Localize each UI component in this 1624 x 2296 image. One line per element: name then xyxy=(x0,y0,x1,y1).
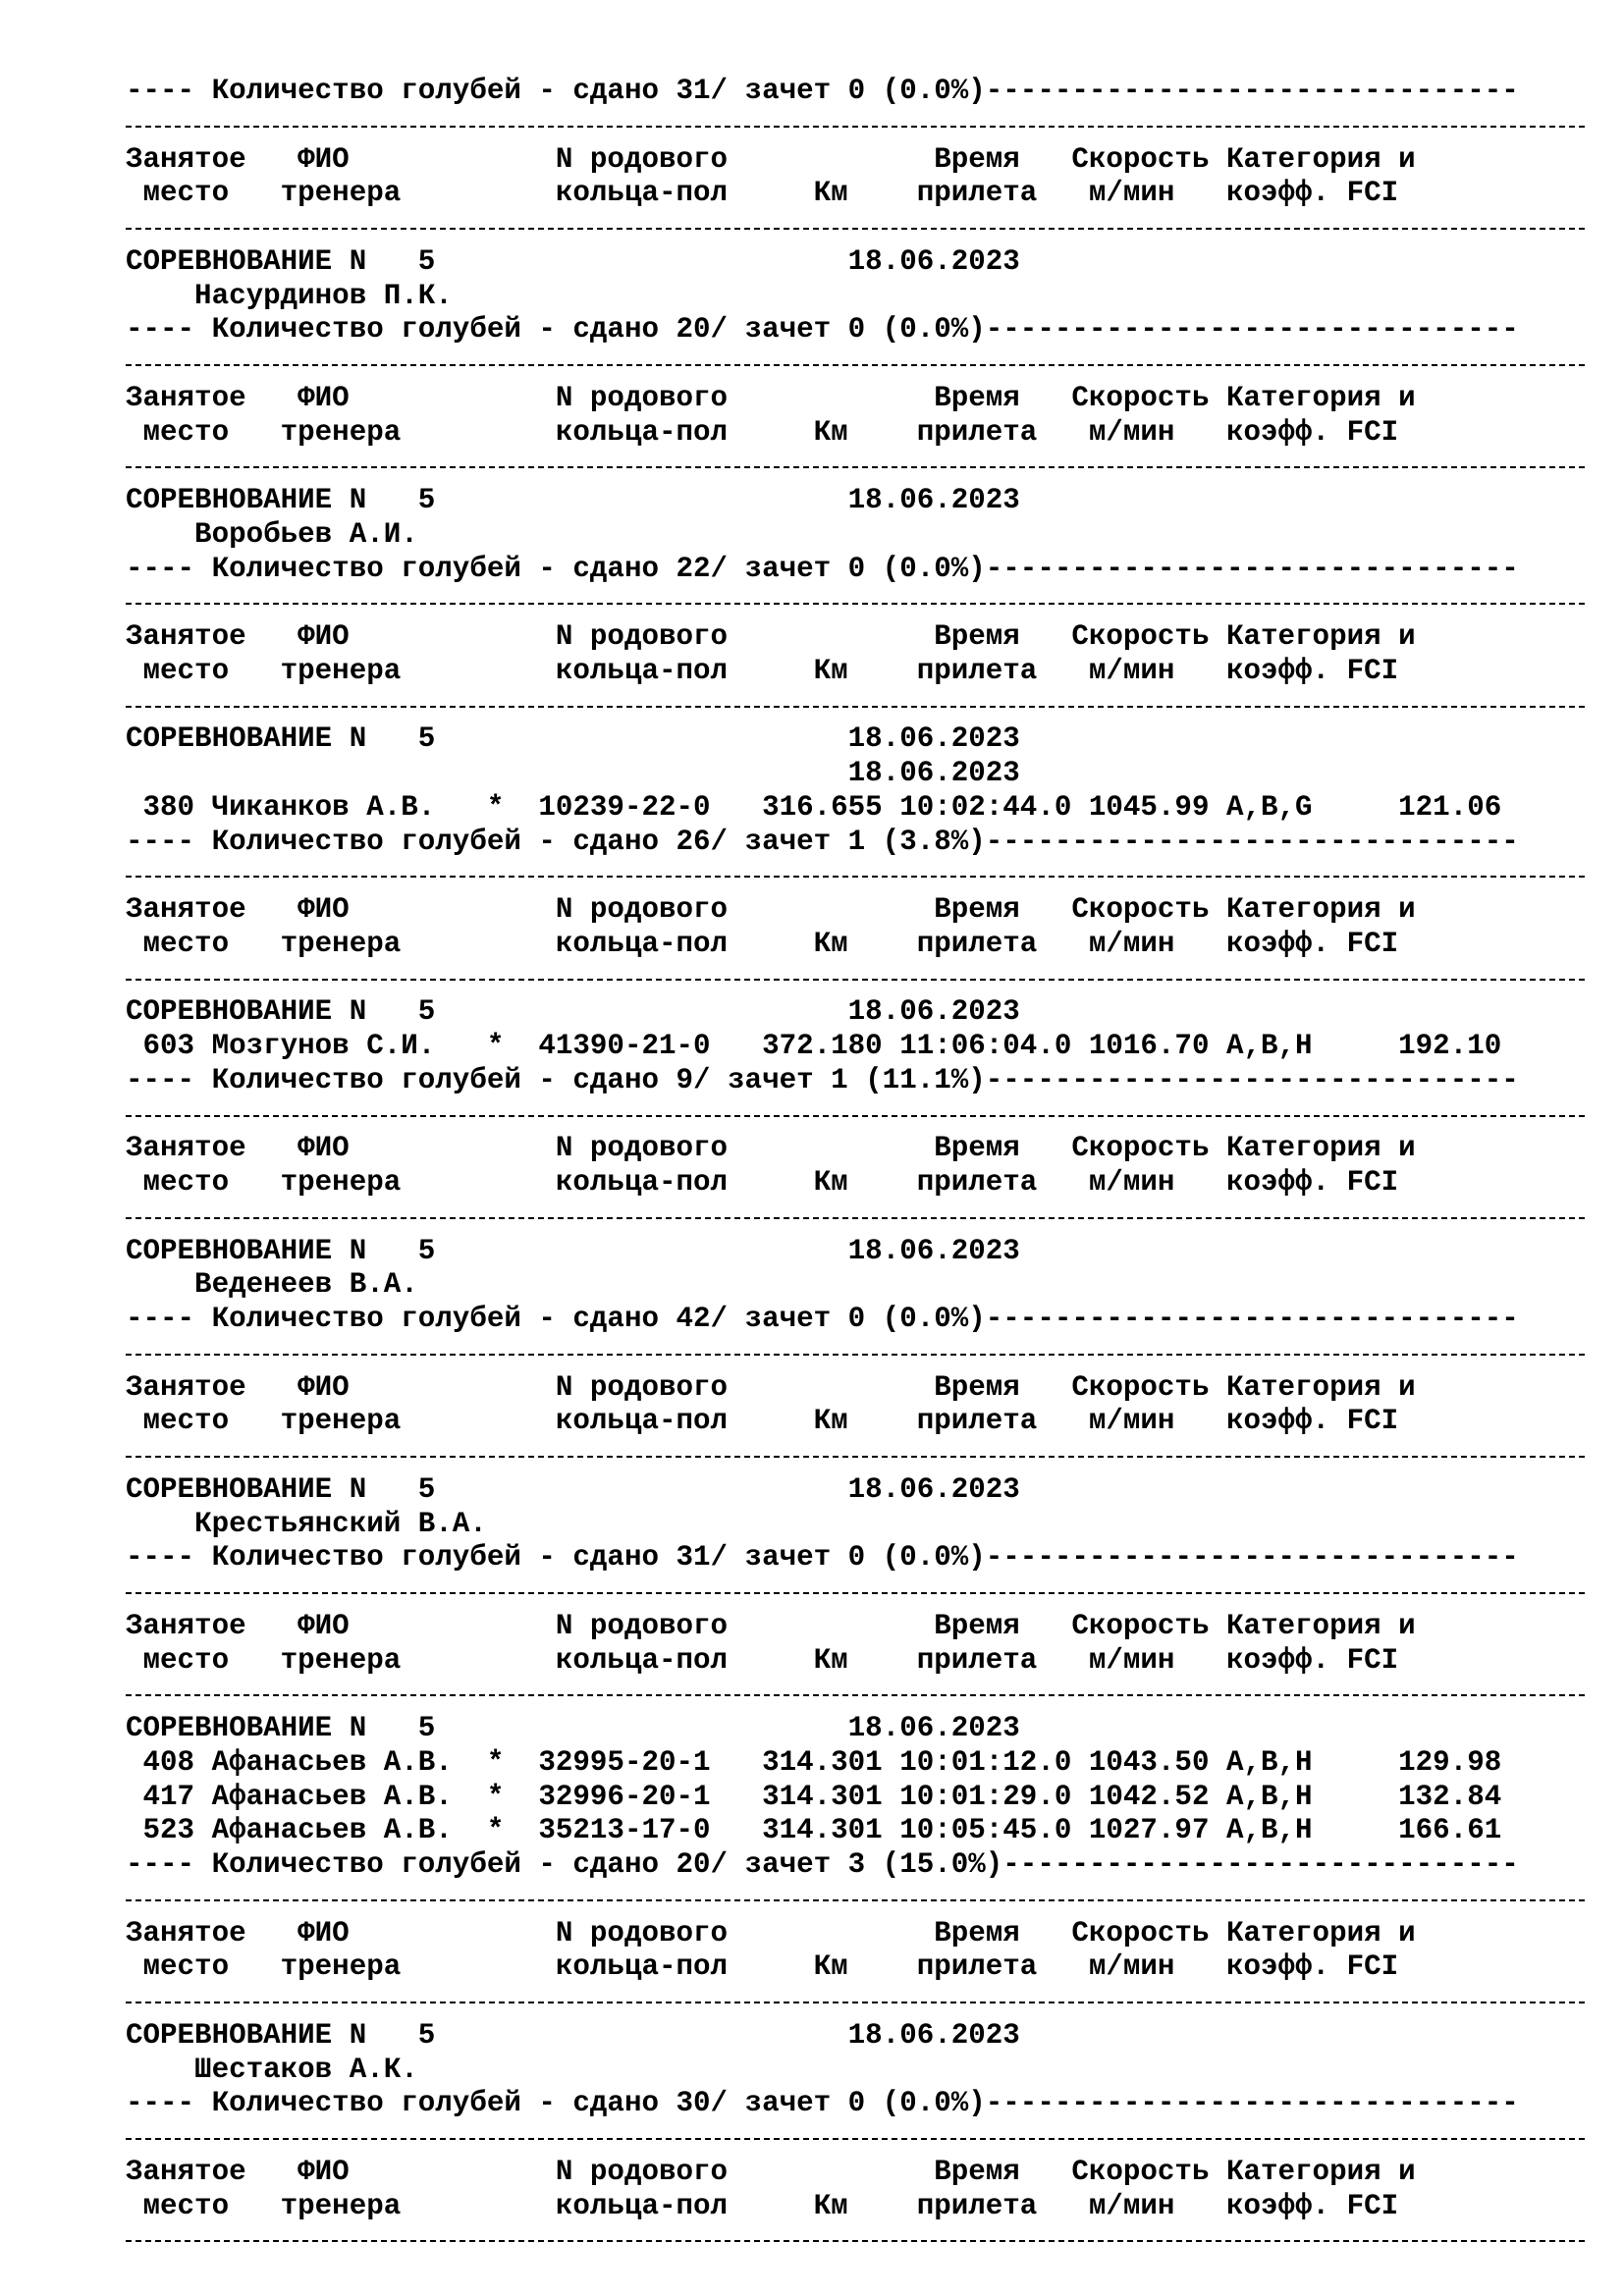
pigeon-count-line: ---- Количество голубей - сдано 31/ зачет 0 (0.0%)------------------------------- xyxy=(126,75,1519,107)
table-header-row-1: Занятое ФИО N родового Время Скорость Категория и xyxy=(126,381,1416,414)
count-line-dashes: ------------------------------- xyxy=(985,1303,1519,1335)
competition-line: СОРЕВНОВАНИЕ N 5 18.06.2023 xyxy=(126,244,1020,278)
pigeon-count-line: ---- Количество голубей - сдано 42/ зачет 0 (0.0%)------------------------------- xyxy=(126,1303,1519,1335)
dashed-separator xyxy=(126,1985,1598,2019)
table-header-row-1: Занятое ФИО N родового Время Скорость Категория и xyxy=(126,893,1416,926)
results-sheet xyxy=(126,75,1598,2258)
competition-line: СОРЕВНОВАНИЕ N 5 18.06.2023 xyxy=(126,1472,1020,1506)
count-line-dashes: ------------------------------ xyxy=(1002,1848,1519,1881)
trainer-name: Насурдинов П.К. xyxy=(126,279,453,312)
competition-line: СОРЕВНОВАНИЕ N 5 18.06.2023 xyxy=(126,484,1020,516)
table-header-row-1: Занятое ФИО N родового Время Скорость Категория и xyxy=(126,1916,1416,1949)
table-header-row-1: Занятое ФИО N родового Время Скорость Категория и xyxy=(126,2155,1416,2188)
competition-line: СОРЕВНОВАНИЕ N 5 18.06.2023 xyxy=(126,2018,1020,2052)
competition-date-line: 18.06.2023 xyxy=(126,757,1020,789)
count-line-dashes: ------------------------------- xyxy=(985,1063,1519,1096)
pigeon-count-line: ---- Количество голубей - сдано 31/ зачет 0 (0.0%)------------------------------- xyxy=(126,1541,1519,1575)
table-header-row-1: Занятое ФИО N родового Время Скорость Категория и xyxy=(126,1132,1416,1165)
result-row: 408 Афанасьев А.В. * 32995-20-1 314.301 10:01:12.0 1043.50 A,B,H 129.98 xyxy=(126,1745,1502,1779)
dashed-separator xyxy=(126,211,1598,245)
pigeon-count-line: ---- Количество голубей - сдано 26/ зачет 1 (3.8%)------------------------------- xyxy=(126,825,1519,858)
trainer-name: Веденеев В.А. xyxy=(126,1268,418,1302)
table-header-row-1: Занятое ФИО N родового Время Скорость Категория и xyxy=(126,142,1416,176)
table-header-row-2: место тренера кольца-пол Км прилета м/мин коэфф. FCI xyxy=(126,654,1399,687)
table-header-row-2: место тренера кольца-пол Км прилета м/мин коэфф. FCI xyxy=(126,177,1399,210)
count-line-dashes: ------------------------------- xyxy=(985,313,1519,347)
pigeon-count-line: ---- Количество голубей - сдано 20/ зачет 0 (0.0%)------------------------------- xyxy=(126,313,1519,347)
result-row: 603 Мозгунов С.И. * 41390-21-0 372.180 11:06:04.0 1016.70 A,B,H 192.10 xyxy=(126,1030,1502,1062)
result-row: 417 Афанасьев А.В. * 32996-20-1 314.301 10:01:29.0 1042.52 A,B,H 132.84 xyxy=(126,1780,1502,1813)
dashed-separator xyxy=(126,962,1598,996)
count-line-dashes: ------------------------------- xyxy=(985,552,1519,585)
table-header-row-2: место тренера кольца-пол Км прилета м/мин коэфф. FCI xyxy=(126,2189,1399,2222)
dashed-separator xyxy=(126,689,1598,723)
dashed-separator xyxy=(126,1201,1598,1235)
trainer-name: Воробьев А.И. xyxy=(126,517,418,551)
table-header-row-1: Занятое ФИО N родового Время Скорость Категория и xyxy=(126,1370,1416,1404)
pigeon-count-line: ---- Количество голубей - сдано 30/ зачет 0 (0.0%)------------------------------- xyxy=(126,2087,1519,2120)
dashed-separator xyxy=(126,1439,1598,1473)
count-line-dashes: ------------------------------- xyxy=(985,75,1519,107)
dashed-separator xyxy=(126,2223,1598,2258)
dashed-separator xyxy=(126,1575,1598,1610)
dashed-separator xyxy=(126,1337,1598,1371)
pigeon-count-line: ---- Количество голубей - сдано 20/ зачет 3 (15.0%)------------------------------ xyxy=(126,1848,1519,1881)
dashed-separator xyxy=(126,586,1598,620)
pigeon-count-line: ---- Количество голубей - сдано 9/ зачет 1 (11.1%)------------------------------- xyxy=(126,1063,1519,1096)
trainer-name: Крестьянский В.А. xyxy=(126,1507,487,1540)
count-line-dashes: ------------------------------- xyxy=(985,1541,1519,1575)
competition-line: СОРЕВНОВАНИЕ N 5 18.06.2023 xyxy=(126,995,1020,1029)
trainer-name: Шестаков А.К. xyxy=(126,2053,418,2086)
dashed-separator xyxy=(126,109,1598,143)
dashed-separator xyxy=(126,450,1598,484)
competition-line: СОРЕВНОВАНИЕ N 5 18.06.2023 xyxy=(126,722,1020,756)
table-header-row-2: место тренера кольца-пол Км прилета м/мин коэфф. FCI xyxy=(126,1166,1399,1199)
table-header-row-2: место тренера кольца-пол Км прилета м/мин коэфф. FCI xyxy=(126,1950,1399,1984)
table-header-row-2: место тренера кольца-пол Км прилета м/мин коэфф. FCI xyxy=(126,415,1399,449)
table-header-row-2: место тренера кольца-пол Км прилета м/мин коэфф. FCI xyxy=(126,927,1399,960)
dashed-separator xyxy=(126,1678,1598,1712)
dashed-separator xyxy=(126,1883,1598,1917)
competition-line: СОРЕВНОВАНИЕ N 5 18.06.2023 xyxy=(126,1712,1020,1744)
competition-line: СОРЕВНОВАНИЕ N 5 18.06.2023 xyxy=(126,1234,1020,1267)
table-header-row-2: место тренера кольца-пол Км прилета м/мин коэфф. FCI xyxy=(126,1643,1399,1677)
result-row: 380 Чиканков А.В. * 10239-22-0 316.655 10:02:44.0 1045.99 A,B,G 121.06 xyxy=(126,790,1502,824)
dashed-separator xyxy=(126,347,1598,382)
count-line-dashes: ------------------------------- xyxy=(985,2087,1519,2120)
dashed-separator xyxy=(126,1098,1598,1133)
result-row: 523 Афанасьев А.В. * 35213-17-0 314.301 10:05:45.0 1027.97 A,B,H 166.61 xyxy=(126,1814,1502,1847)
table-header-row-1: Занятое ФИО N родового Время Скорость Категория и xyxy=(126,1609,1416,1642)
pigeon-count-line: ---- Количество голубей - сдано 22/ зачет 0 (0.0%)------------------------------- xyxy=(126,552,1519,585)
dashed-separator xyxy=(126,859,1598,893)
count-line-dashes: ------------------------------- xyxy=(985,825,1519,858)
table-header-row-2: место тренера кольца-пол Км прилета м/мин коэфф. FCI xyxy=(126,1405,1399,1438)
table-header-row-1: Занятое ФИО N родового Время Скорость Категория и xyxy=(126,620,1416,653)
dashed-separator xyxy=(126,2121,1598,2156)
